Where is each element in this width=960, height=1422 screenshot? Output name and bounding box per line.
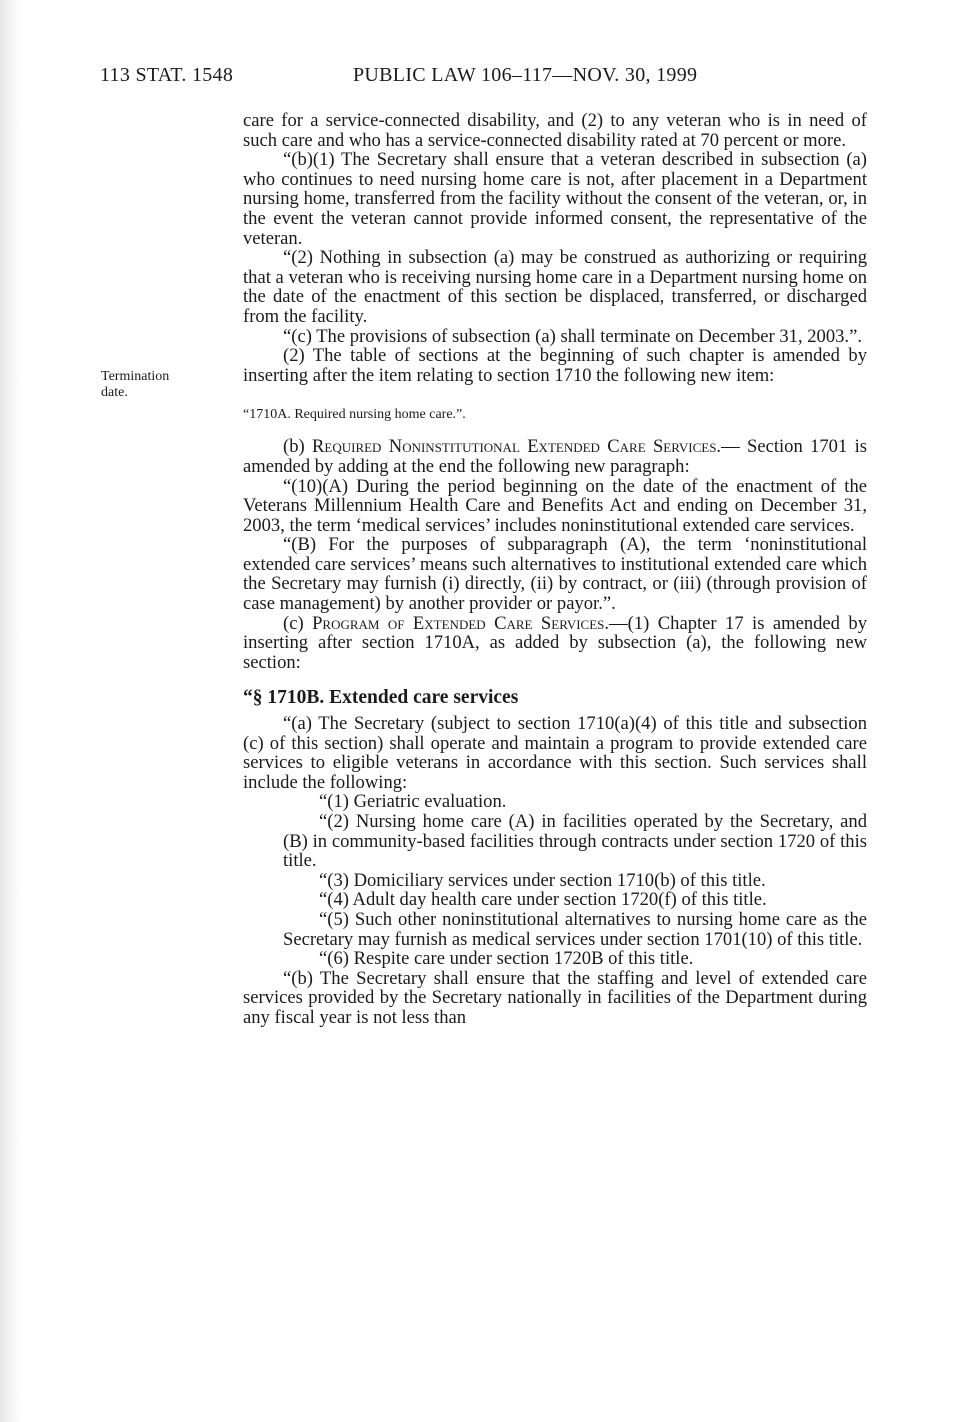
page-edge-shadow [0, 0, 22, 1422]
list-item: “(6) Respite care under section 1720B of this title. [319, 948, 694, 970]
paragraph-10a: “(10)(A) During the period beginning on the date of the enactment of the Veterans Millennium Health Care and Benefits Act and ending on December 31, 2003, the term ‘medical services’ includes noninstitutional extended care services. [243, 475, 867, 536]
paragraph-10b: “(B) For the purposes of subparagraph (A), the term ‘noninstitutional extended care services’ means such alternatives to institutional extended care which the Secretary may furnish (i) directly, (ii) by contract, or (iii) (through provision of case management) by another provider or payor.”. [243, 534, 867, 615]
margin-note-line-2: date. [101, 385, 128, 400]
paragraph-b2: “(2) Nothing in subsection (a) may be construed as authorizing or requiring that a veteran who is receiving nursing home care in a Department nursing home on the date of the enactment of this section be displaced, transferred, or discharged from the facility. [243, 247, 867, 327]
paragraph-required-noninstitutional [243, 437, 867, 476]
subsection-text: —(1) Chapter 17 is amended by inserting after section 1710A, as added by subsection (a), the following new section: [243, 612, 867, 673]
paragraph-program-extended-care [243, 614, 867, 673]
list-item: “(1) Geriatric evaluation. [319, 791, 507, 813]
document-body [243, 111, 867, 1028]
page-header [100, 64, 870, 90]
paragraph-b1: “(b)(1) The Secretary shall ensure that a veteran described in subsection (a) who continues to need nursing home care is not, after placement in a Department nursing home, transferred from the facility without the consent of the veteran, or, in the event the veteran cannot provide informed consent, the representative of the veteran. [243, 149, 867, 249]
list-item: “(5) Such other noninstitutional alternatives to nursing home care as the Secretary may furnish as medical services under section 1701(10) of this title. [283, 908, 867, 950]
public-law-reference: PUBLIC LAW 106–117—NOV. 30, 1999 [353, 64, 698, 86]
list-item: “(2) Nursing home care (A) in facilities operated by the Secretary, and (B) in community-based facilities through contracts under section 1720 of this title. [283, 811, 867, 872]
section-heading-1710b: “§ 1710B. Extended care services [243, 687, 519, 709]
subsection-caption: Program of Extended Care Services. [312, 612, 610, 634]
subsection-caption: Required Noninstitutional Extended Care Services. [312, 436, 722, 458]
subsection-text: — Section 1701 is amended by adding at the end the following new paragraph: [243, 436, 867, 477]
paragraph-1710b-b: “(b) The Secretary shall ensure that the staffing and level of extended care services provided by the Secretary nationally in facilities of the Department during any fiscal year is not less than [243, 967, 867, 1028]
list-item: “(4) Adult day health care under section 1720(f) of this title. [319, 889, 767, 911]
subsection-label: (c) [283, 612, 313, 634]
paragraph-c-termination: “(c) The provisions of subsection (a) shall terminate on December 31, 2003.”. [283, 325, 862, 347]
margin-note-line-1: Termination [101, 369, 170, 384]
stat-reference: 113 STAT. 1548 [100, 64, 234, 86]
margin-note-termination-date [101, 369, 169, 401]
paragraph-continuation: care for a service-connected disability, and (2) to any veteran who is in need of such care and who has a service-connected disability rated at 70 percent or more. [243, 110, 867, 151]
paragraph-table-of-sections: (2) The table of sections at the beginning of such chapter is amended by inserting after the item relating to section 1710 the following new item: [243, 345, 867, 386]
paragraph-1710b-a: “(a) The Secretary (subject to section 1710(a)(4) of this title and subsection (c) of this section) shall operate and maintain a program to provide extended care services to eligible veterans in accordance with this section. Such services shall include the following: [243, 713, 867, 793]
list-item: “(3) Domiciliary services under section 1710(b) of this title. [319, 869, 766, 891]
table-of-sections-item: “1710A. Required nursing home care.”. [243, 407, 466, 423]
subsection-label: (b) [283, 436, 312, 458]
